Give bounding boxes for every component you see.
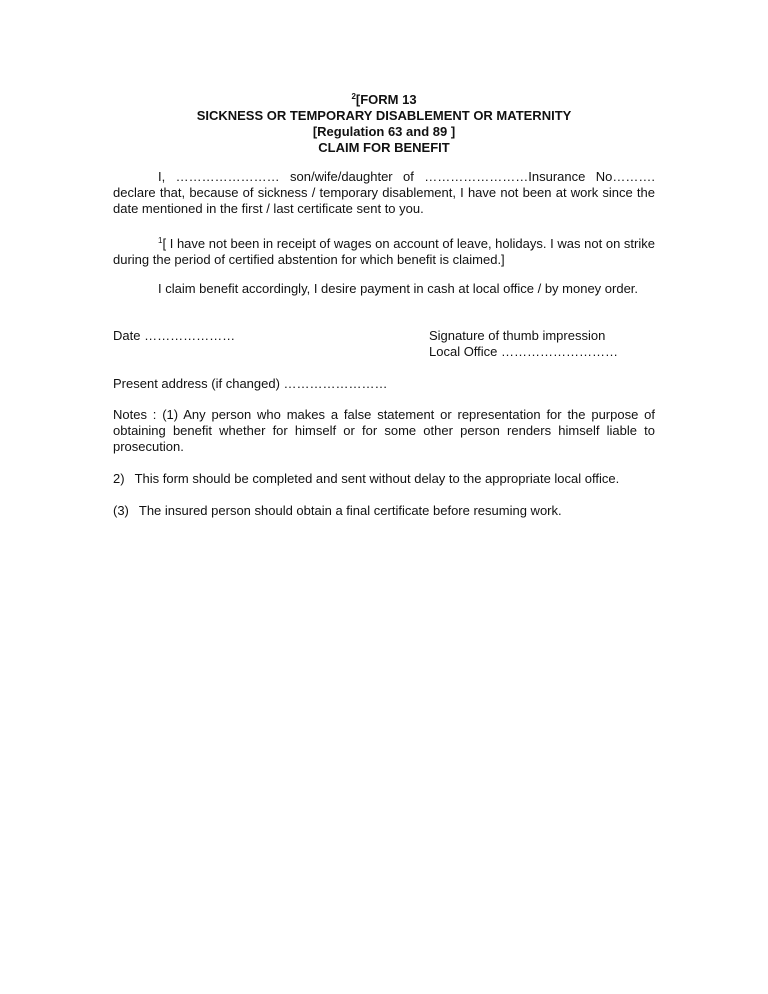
note-2-text: This form should be completed and sent without delay to the appropriate local office.	[134, 471, 620, 486]
local-office-field: Local Office ………………………	[429, 344, 619, 359]
note-1: Notes : (1) Any person who makes a false statement or representation for the purpose of obtaining benefit whether for himself or for some other person renders himself liable to prosecution.	[113, 407, 655, 454]
date-field: Date …………………	[113, 328, 236, 343]
wages-text: [ I have not been in receipt of wages on account of leave, holidays. I was not on strike during the period of certified abstention for which benefit is claimed.]	[113, 236, 655, 267]
declaration-paragraph: I, …………………… son/wife/daughter of ……………………Insurance No………. declare that, because of sickness / temporary disablement, I have not been at work since the date mentioned in the first / last certificate sent to you.	[113, 169, 655, 216]
note-2	[113, 471, 619, 487]
note-2-number: 2)	[113, 471, 125, 486]
wages-footnote-mark: 1	[158, 236, 163, 245]
footnote-mark: 2	[351, 92, 356, 101]
payment-paragraph: I claim benefit accordingly, I desire payment in cash at local office / by money order.	[158, 281, 639, 296]
form-title-line	[113, 89, 655, 108]
note-3	[113, 503, 562, 519]
form-title: [FORM 13	[355, 92, 417, 107]
wages-paragraph	[113, 233, 655, 268]
note-3-number: (3)	[113, 503, 129, 518]
present-address-field: Present address (if changed) ……………………	[113, 376, 388, 391]
form-subtitle: SICKNESS OR TEMPORARY DISABLEMENT OR MATERNITY	[196, 108, 572, 123]
regulation-reference: [Regulation 63 and 89 ]	[312, 124, 456, 139]
signature-label: Signature of thumb impression	[429, 328, 606, 343]
form-heading	[113, 89, 655, 156]
note-3-text: The insured person should obtain a final certificate before resuming work.	[138, 503, 562, 518]
signature-block	[429, 328, 618, 360]
claim-title: CLAIM FOR BENEFIT	[318, 140, 450, 155]
